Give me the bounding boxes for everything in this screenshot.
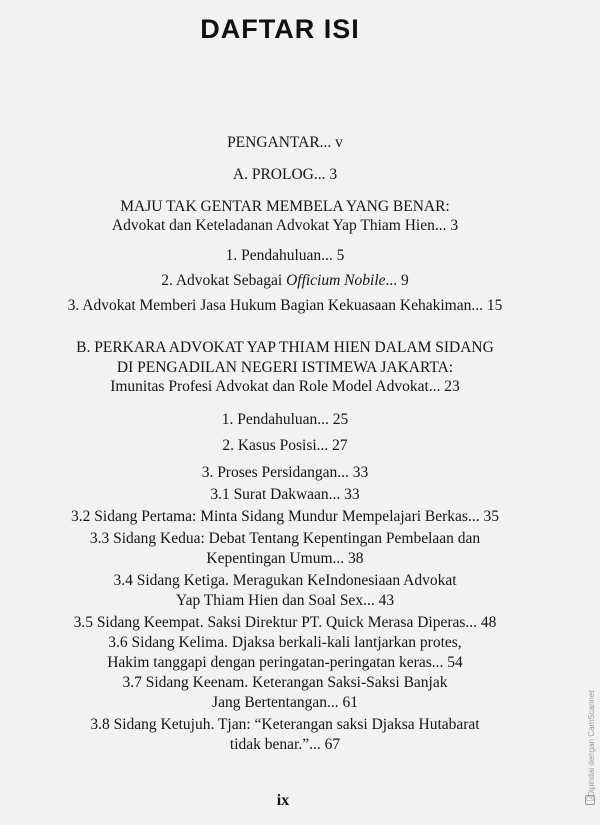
toc-entry-perkara-subtitle: Imunitas Profesi Advokat dan Role Model Advokat... 23 <box>110 378 460 395</box>
toc-entry-pengantar: PENGANTAR... v <box>227 134 343 151</box>
toc-entry-surat-dakwaan: 3.1 Surat Dakwaan... 33 <box>210 486 360 503</box>
toc-entry-sidang-2a: 3.3 Sidang Kedua: Debat Tentang Kepentingan Pembelaan dan <box>89 530 481 547</box>
toc-entry-maju-heading: MAJU TAK GENTAR MEMBELA YANG BENAR: <box>120 198 450 215</box>
toc-entry-sidang-6b: Jang Bertentangan... 61 <box>212 694 358 711</box>
toc-entry-sidang-3b: Yap Thiam Hien dan Soal Sex... 43 <box>175 592 395 609</box>
toc-entry-pendahuluan-a: 1. Pendahuluan... 5 <box>225 247 345 264</box>
toc-entry-sidang-7b: tidak benar.”... 67 <box>229 736 341 753</box>
toc-entry-sidang-3a: 3.4 Sidang Ketiga. Meragukan KeIndonesiaan Advokat <box>113 572 457 589</box>
toc-entry-sidang-6a: 3.7 Sidang Keenam. Keterangan Saksi-Saksi Banjak <box>122 674 448 691</box>
page-number: ix <box>276 792 290 809</box>
camscanner-icon: CS <box>586 796 594 803</box>
toc-entry-pendahuluan-b: 1. Pendahuluan... 25 <box>221 411 349 428</box>
toc-entry-perkara-heading-2: DI PENGADILAN NEGERI ISTIMEWA JAKARTA: <box>116 359 454 376</box>
toc-entry-sidang-7a: 3.8 Sidang Ketujuh. Tjan: “Keterangan saksi Djaksa Hutabarat <box>90 716 480 733</box>
toc-entry-sidang-5a: 3.6 Sidang Kelima. Djaksa berkali-kali lantjarkan protes, <box>108 634 462 651</box>
toc-entry-kasus-posisi: 2. Kasus Posisi... 27 <box>222 437 348 454</box>
toc-entry-proses: 3. Proses Persidangan... 33 <box>201 464 369 481</box>
toc-entry-prolog: A. PROLOG... 3 <box>232 166 338 183</box>
toc-entry-sidang-2b: Kepentingan Umum... 38 <box>206 550 364 567</box>
scanner-watermark: Dipindai dengan CamScanner <box>587 690 596 797</box>
toc-entry-officium-nobile <box>20 271 550 291</box>
toc-entry-perkara-heading-1: B. PERKARA ADVOKAT YAP THIAM HIEN DALAM SIDANG <box>76 339 494 356</box>
entry-text-italic: Officium Nobile <box>286 272 386 289</box>
page-title: DAFTAR ISI <box>200 14 360 44</box>
entry-text-pre: 2. Advokat Sebagai <box>161 272 287 289</box>
toc-entry-sidang-5b: Hakim tanggapi dengan peringatan-peringatan keras... 54 <box>107 654 463 671</box>
toc-entry-sidang-4: 3.5 Sidang Keempat. Saksi Direktur PT. Quick Merasa Diperas... 48 <box>73 614 497 631</box>
toc-entry-maju-subtitle: Advokat dan Keteladanan Advokat Yap Thiam Hien... 3 <box>111 217 459 234</box>
entry-text-post: ... 9 <box>385 272 409 289</box>
toc-entry-jasa-hukum: 3. Advokat Memberi Jasa Hukum Bagian Kekuasaan Kehakiman... 15 <box>67 297 503 314</box>
toc-entry-sidang-1: 3.2 Sidang Pertama: Minta Sidang Mundur Mempelajari Berkas... 35 <box>71 508 499 525</box>
